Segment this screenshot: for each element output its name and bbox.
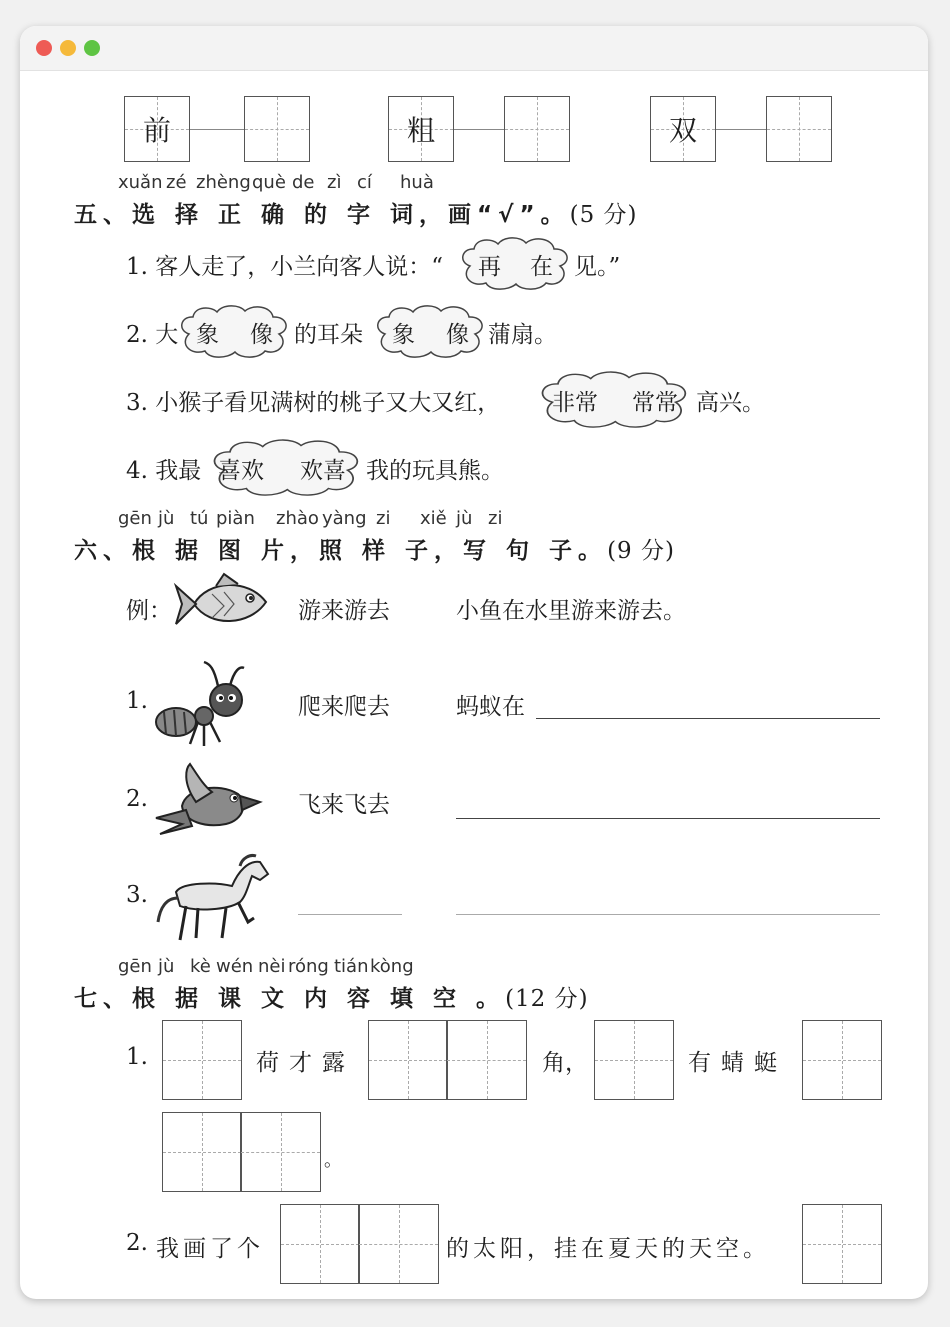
fill-box[interactable] [280, 1204, 360, 1284]
q5-1-pre: 1. 客人走了，小兰向客人说：“ [126, 254, 444, 280]
fill-box-group[interactable] [162, 1112, 321, 1192]
item3-answer-line[interactable] [456, 914, 880, 915]
s7-line2-number: 2. [126, 1230, 148, 1256]
fish-image [172, 572, 268, 636]
pinyin-ze: zé [166, 172, 187, 193]
pinyin-gen: gēn [118, 508, 152, 529]
fill-box[interactable] [594, 1020, 674, 1100]
horse-image [156, 852, 272, 942]
section7-title: 七、根 据 课 文 内 容 填 空 。 [74, 986, 506, 1012]
pinyin-gen: gēn [118, 956, 152, 977]
fill-box[interactable] [162, 1112, 242, 1192]
document-window [20, 26, 928, 1299]
ant-image [154, 656, 248, 748]
tian-box-qian [124, 96, 190, 162]
q5-1-post: 见。” [574, 254, 621, 280]
option-xiang-c[interactable]: 象 [392, 322, 415, 348]
pinyin-wen: wén [216, 956, 254, 977]
s7-line2-text1: 我画了个 [156, 1236, 264, 1262]
section7-heading [74, 980, 589, 1013]
cloud-shape [458, 236, 572, 290]
pinyin-zi: zì [327, 172, 342, 193]
option-xiang-a[interactable]: 象 [196, 322, 219, 348]
pinyin-zi2: zi [488, 508, 503, 529]
pinyin-ju: jù [158, 956, 175, 977]
item2-number: 2. [126, 786, 148, 812]
section6-score: (9 分) [607, 538, 675, 564]
s7-line2-text2: 的太阳，挂在夏天的天空。 [446, 1236, 770, 1262]
s7-line1-period: 。 [324, 1150, 342, 1171]
pinyin-de: de [292, 172, 315, 193]
choice-cloud[interactable] [208, 438, 364, 496]
tian-box-shuang [650, 96, 716, 162]
cloud-shape [176, 304, 292, 358]
fill-box-group[interactable] [162, 1020, 242, 1100]
tian-box-answer-3[interactable] [766, 96, 832, 162]
pinyin-xie: xiě [420, 508, 447, 529]
q5-4-post: 我的玩具熊。 [366, 458, 504, 484]
section5-heading [74, 196, 638, 229]
choice-cloud[interactable] [536, 370, 692, 428]
section5-score: (5 分) [569, 202, 638, 228]
pinyin-zhao: zhào [276, 508, 319, 529]
s7-line1-number: 1. [126, 1044, 148, 1070]
bird-image [152, 762, 264, 838]
q5-3-pre: 3. 小猴子看见满树的桃子又大又红， [126, 390, 501, 416]
option-huanxi[interactable]: 欢喜 [300, 458, 346, 484]
item1-number: 1. [126, 688, 148, 714]
pinyin-rong: róng [288, 956, 329, 977]
item3-number: 3. [126, 882, 148, 908]
q5-4-pre: 4. 我最 [126, 458, 202, 484]
section6-title: 六、根 据 图 片，照 样 子，写 句 子。 [74, 538, 608, 564]
item1-phrase: 爬来爬去 [298, 694, 390, 720]
maximize-icon[interactable] [84, 40, 100, 56]
section5-title: 五、选 择 正 确 的 字 词，画“√”。 [74, 202, 570, 228]
minimize-icon[interactable] [60, 40, 76, 56]
choice-cloud[interactable] [458, 236, 572, 290]
q5-2-mid: 的耳朵 [294, 322, 363, 348]
pinyin-zheng: zhèng [196, 172, 251, 193]
s7-line1-text2: 角， [542, 1050, 588, 1076]
pinyin-yang: yàng [322, 508, 367, 529]
fill-box[interactable] [368, 1020, 448, 1100]
box-char: 双 [668, 114, 697, 147]
option-zai-b[interactable]: 在 [530, 254, 553, 280]
pinyin-ju: jù [158, 508, 175, 529]
fill-box-group[interactable] [594, 1020, 674, 1100]
pinyin-pian: piàn [216, 508, 255, 529]
tian-box-answer-1[interactable] [244, 96, 310, 162]
pinyin-zi: zi [376, 508, 391, 529]
example-sentence: 小鱼在水里游来游去。 [456, 598, 686, 624]
fill-box-group[interactable] [802, 1020, 882, 1100]
section6-heading [74, 532, 675, 565]
fill-box[interactable] [240, 1112, 321, 1192]
item1-answer-line[interactable] [536, 718, 880, 719]
example-phrase: 游来游去 [298, 598, 390, 624]
connector-line [716, 129, 766, 130]
fill-box[interactable] [446, 1020, 527, 1100]
pinyin-tu: tú [190, 508, 209, 529]
s7-line1-text3: 有蜻蜓 [688, 1050, 787, 1076]
box-char: 粗 [406, 114, 435, 147]
q5-3-post: 高兴。 [696, 390, 765, 416]
tian-box-cu [388, 96, 454, 162]
item2-answer-line[interactable] [456, 818, 880, 819]
item1-prefix: 蚂蚁在 [456, 694, 525, 720]
pinyin-kong: kòng [370, 956, 414, 977]
title-bar [20, 26, 928, 71]
connector-line [454, 129, 504, 130]
worksheet-page [20, 26, 928, 1299]
tian-box-answer-2[interactable] [504, 96, 570, 162]
pinyin-hua: huà [400, 172, 434, 193]
option-xihuan[interactable]: 喜欢 [218, 458, 264, 484]
fill-box-group[interactable] [280, 1204, 439, 1284]
pinyin-ju2: jù [456, 508, 473, 529]
fill-box-group[interactable] [802, 1204, 882, 1284]
fill-box-group[interactable] [368, 1020, 527, 1100]
pinyin-tian: tián [334, 956, 369, 977]
option-feichang[interactable]: 非常 [552, 390, 598, 416]
choice-cloud[interactable] [372, 304, 488, 358]
option-xiang-d[interactable]: 像 [446, 322, 469, 348]
option-changchang[interactable]: 常常 [632, 390, 678, 416]
fill-box[interactable] [802, 1020, 882, 1100]
item2-phrase: 飞来飞去 [298, 792, 390, 818]
pinyin-xuan: xuǎn [118, 172, 163, 193]
pinyin-ke: kè [190, 956, 211, 977]
option-zai-a[interactable]: 再 [478, 254, 501, 280]
connector-line [190, 129, 244, 130]
q5-2-pre: 2. 大 [126, 322, 179, 348]
box-char: 前 [142, 114, 171, 147]
q5-2-post: 蒲扇。 [488, 322, 557, 348]
item3-phrase-line[interactable] [298, 914, 402, 915]
fill-box[interactable] [162, 1020, 242, 1100]
pinyin-que: què [252, 172, 286, 193]
close-icon[interactable] [36, 40, 52, 56]
example-label: 例： [126, 598, 172, 624]
fill-box[interactable] [358, 1204, 439, 1284]
pinyin-ci: cí [357, 172, 372, 193]
option-xiang-b[interactable]: 像 [250, 322, 273, 348]
cloud-shape [372, 304, 488, 358]
section7-score: (12 分) [505, 986, 589, 1012]
fill-box[interactable] [802, 1204, 882, 1284]
choice-cloud[interactable] [176, 304, 292, 358]
pinyin-nei: nèi [258, 956, 286, 977]
s7-line1-text1: 荷才露 [256, 1050, 355, 1076]
